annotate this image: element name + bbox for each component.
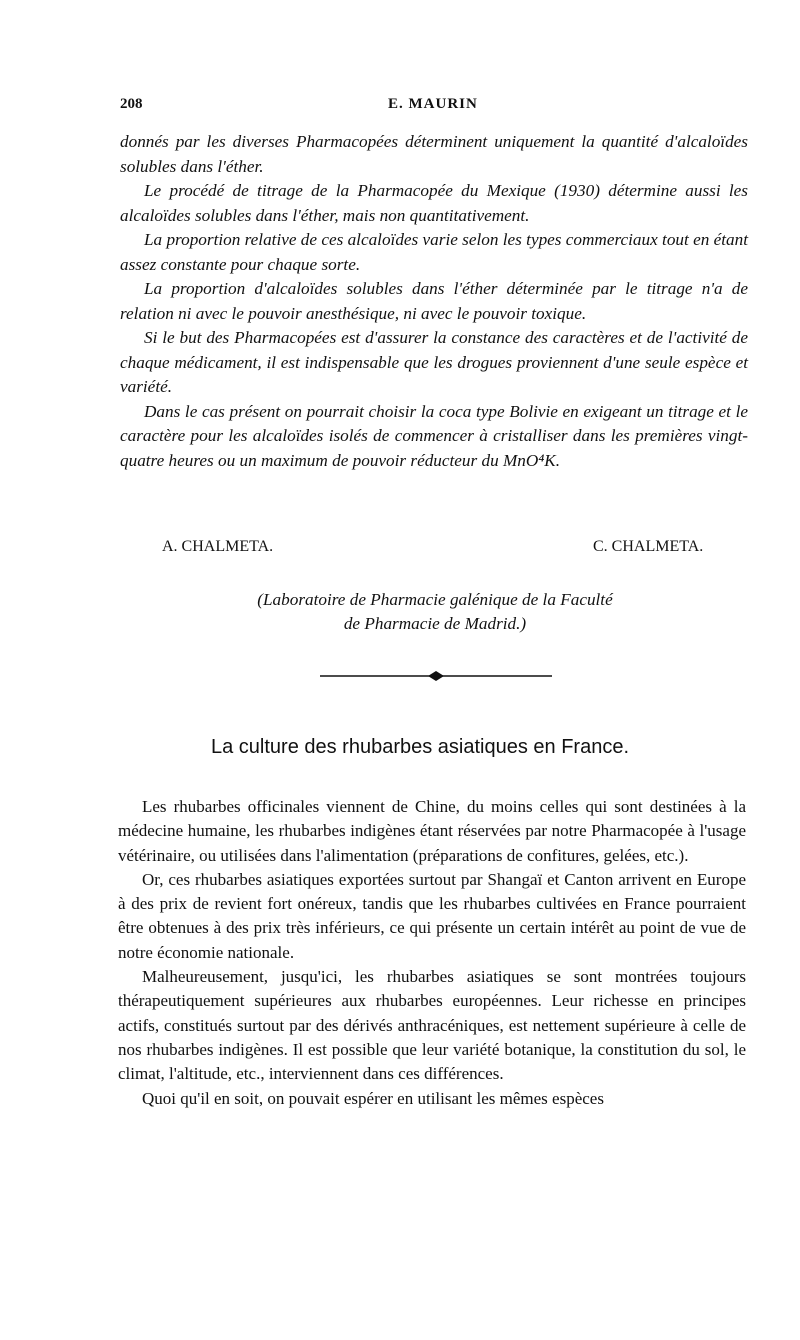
previous-article-conclusions	[120, 130, 748, 473]
conclusion-paragraph: Dans le cas présent on pourrait choisir la coca type Bolivie en exigeant un titrage et le caractère pour les alcaloïdes isolés de commencer à cristalliser dans les premières vingt-quatre heures ou un maximum de pouvoir réducteur du MnO⁴K.	[120, 401, 748, 470]
conclusion-paragraph: Si le but des Pharmacopées est d'assurer la constance des caractères et de l'activité de chaque médicament, il est indispensable que les drogues proviennent d'une seule espèce et variété.	[120, 328, 748, 396]
conclusion-paragraph: La proportion d'alcaloïdes solubles dans l'éther déterminée par le titrage n'a de relation ni avec le pouvoir anesthésique, ni avec le pouvoir toxique.	[120, 279, 748, 323]
body-paragraph: Quoi qu'il en soit, on pouvait espérer en utilisant les mêmes espèces	[142, 1088, 604, 1108]
conclusion-paragraph: donnés par les diverses Pharmacopées déterminent uniquement la quantité d'alcaloïdes solubles dans l'éther.	[120, 132, 748, 176]
affiliation-line: (Laboratoire de Pharmacie galénique de la Faculté	[257, 590, 613, 609]
page-header	[120, 96, 760, 120]
author-signature-left: A. CHALMETA.	[162, 538, 274, 555]
conclusion-paragraph: Le procédé de titrage de la Pharmacopée du Mexique (1930) détermine aussi les alcaloïdes solubles dans l'éther, mais non quantitativement.	[120, 181, 748, 225]
section-divider	[320, 668, 552, 684]
running-title: E. MAURIN	[388, 96, 478, 112]
body-paragraph: Or, ces rhubarbes asiatiques exportées surtout par Shangaï et Canton arrivent en Europe à des prix de revient fort onéreux, tandis que les rhubarbes cultivées en France pourraient être obtenues à des prix très inférieurs, ce qui présente un certain intérêt au point de vue de notre économie nationale.	[118, 869, 746, 962]
article-body	[118, 795, 746, 1111]
body-paragraph: Malheureusement, jusqu'ici, les rhubarbes asiatiques se sont montrées toujours thérapeutiquement supérieures aux rhubarbes européennes. Leur richesse en principes actifs, constitués surtout par des dérivés anthracéniques, est nettement supérieure à celle de nos rhubarbes indigènes. Il est possible que leur variété botanique, la constitution du sol, le climat, l'altitude, etc., interviennent dans ces différences.	[118, 967, 746, 1084]
conclusion-paragraph: La proportion relative de ces alcaloïdes varie selon les types commerciaux tout en étant assez constante pour chaque sorte.	[120, 230, 748, 274]
article-title: La culture des rhubarbes asiatiques en France.	[210, 736, 630, 758]
body-paragraph: Les rhubarbes officinales viennent de Chine, du moins celles qui sont destinées à la médecine humaine, les rhubarbes indigènes étant réservées par notre Pharmacopée à l'usage vétérinaire, ou utilisées dans l'alimentation (préparations de confitures, gelées, etc.).	[118, 797, 746, 865]
page-number: 208	[120, 96, 143, 112]
author-signature-right: C. CHALMETA.	[593, 538, 704, 555]
author-affiliation	[150, 588, 720, 636]
affiliation-line: de Pharmacie de Madrid.)	[343, 614, 527, 633]
